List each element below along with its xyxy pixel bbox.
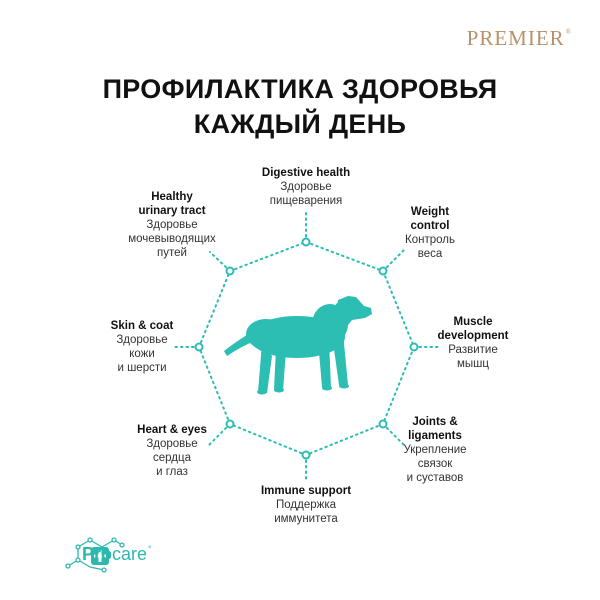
benefit-urinary-title-1: Healthy <box>151 191 193 203</box>
benefit-weight-title-1: Weight <box>410 206 450 218</box>
benefit-skin-title: Skin & coat <box>110 320 174 332</box>
benefit-digestive-ru-2: пищеварения <box>269 195 343 207</box>
leader-weight <box>383 249 405 271</box>
benefit-muscle-title-2: development <box>437 330 509 342</box>
node-immune <box>303 452 310 459</box>
benefit-muscle-ru-1: Развитие <box>448 344 498 356</box>
benefit-heart <box>137 423 207 479</box>
node-urinary <box>227 268 234 275</box>
benefit-joints-ru-2: связок <box>417 458 453 470</box>
benefit-immune-ru-1: Поддержка <box>276 499 336 511</box>
brand-name: PREMIER <box>466 26 565 50</box>
benefit-skin-ru-1: Здоровье <box>116 334 168 346</box>
benefit-joints-title-1: Joints & <box>412 416 458 428</box>
benefit-digestive-title: Digestive health <box>261 167 351 179</box>
node-weight <box>380 268 387 275</box>
procare-logo-text <box>82 544 152 565</box>
benefit-joints-ru-3: и суставов <box>406 472 464 484</box>
benefit-weight <box>405 205 455 261</box>
benefit-joints <box>403 415 466 485</box>
benefit-urinary-title-2: urinary tract <box>138 205 206 217</box>
benefit-urinary-ru-1: Здоровье <box>146 219 198 231</box>
benefit-heart-ru-1: Здоровье <box>146 438 198 450</box>
benefit-weight-title-2: control <box>410 220 450 232</box>
benefit-muscle-ru-2: мышц <box>457 358 489 370</box>
page-title-line-1: ПРОФИЛАКТИКА ЗДОРОВЬЯ <box>102 74 498 104</box>
benefit-skin-ru-2: кожи <box>129 348 155 360</box>
benefit-muscle <box>438 315 509 371</box>
registered-mark: ® <box>565 28 572 36</box>
benefit-digestive <box>262 166 350 208</box>
node-skin <box>196 344 203 351</box>
node-digestive <box>303 239 310 246</box>
benefit-weight-ru-1: Контроль <box>405 234 455 246</box>
benefit-digestive-ru-1: Здоровье <box>280 181 332 193</box>
procare-logo-pro: Pro <box>82 544 113 564</box>
dog-silhouette-icon <box>224 296 372 395</box>
node-muscle <box>411 344 418 351</box>
benefit-immune-ru-2: иммунитета <box>274 513 338 525</box>
benefit-heart-ru-3: и глаз <box>156 466 188 478</box>
benefit-skin <box>111 319 174 375</box>
benefit-urinary-ru-3: путей <box>157 247 187 259</box>
procare-logo-care: care <box>112 544 148 564</box>
benefit-heart-ru-2: сердца <box>153 452 191 464</box>
benefit-muscle-title-1: Muscle <box>453 316 493 328</box>
benefit-immune <box>261 484 351 526</box>
procare-logo-mark: ° <box>148 544 152 554</box>
leader-joints <box>383 424 405 446</box>
benefit-heart-title: Heart & eyes <box>137 424 207 436</box>
benefit-weight-ru-2: веса <box>417 248 443 260</box>
node-joints <box>380 421 387 428</box>
benefit-urinary <box>128 190 216 260</box>
benefit-immune-title: Immune support <box>260 485 352 497</box>
benefit-joints-title-2: ligaments <box>408 430 462 442</box>
benefit-joints-ru-1: Укрепление <box>403 444 467 456</box>
benefit-urinary-ru-2: мочевыводящих <box>128 233 216 245</box>
node-heart <box>227 421 234 428</box>
leader-heart <box>208 424 230 446</box>
page-title-line-2: КАЖДЫЙ ДЕНЬ <box>193 109 407 139</box>
benefit-skin-ru-3: и шерсти <box>117 362 167 374</box>
